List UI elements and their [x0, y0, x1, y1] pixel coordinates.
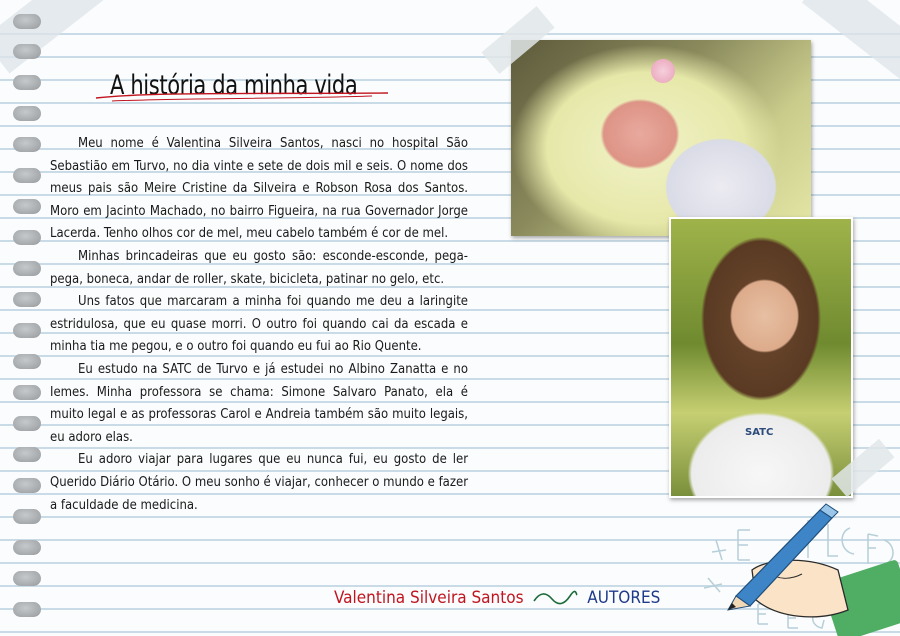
notebook-holes [0, 0, 50, 636]
page-title: A história da minha vida [110, 70, 358, 102]
notebook-hole-icon [13, 106, 41, 121]
author-signature [334, 588, 660, 608]
school-logo: SATC [745, 427, 774, 438]
notebook-hole-icon [13, 292, 41, 307]
notebook-hole-icon [13, 416, 41, 431]
notebook-hole-icon [13, 230, 41, 245]
notebook-hole-icon [13, 137, 41, 152]
wave-divider-icon [532, 590, 578, 606]
notebook-hole-icon [13, 602, 41, 617]
story-paragraph: Meu nome é Valentina Silveira Santos, nasci no hospital São Sebastião em Turvo, no dia vinte e sete de dois mil e seis. O nome dos meus pais são Meire Cristine da Silveira e Robson Rosa dos Santos. Moro em Jacinto Machado, no bairro Figueira, na rua Governador Jorge Lacerda. Tenho olhos cor de mel, meu cabelo também é cor de mel. [50, 136, 468, 242]
story-paragraph: Eu adoro viajar para lugares que eu nunca fui, eu gosto de ler Querido Diário Otário. O meu sonho é viajar, conhecer o mundo e fazer a faculdade de medicina. [50, 452, 468, 513]
title-underline [92, 88, 392, 108]
notebook-hole-icon [13, 509, 41, 524]
pencil-hand-icon [698, 500, 900, 636]
story-paragraph: Eu estudo na SATC de Turvo e já estudei no Albino Zanatta e no Iemes. Minha professora se chama: Simone Salvaro Panato, ela é muito legal e as professoras Carol e Andreia também são muito legais, eu adoro elas. [50, 361, 468, 445]
story-paragraph: Uns fatos que marcaram a minha foi quando me deu a laringite estridulosa, que eu quase morri. O outro foi quando cai da escada e minha tia me pegou, e o outro foi quando eu fui ao Rio Quente. [50, 294, 468, 355]
notebook-hole-icon [13, 540, 41, 555]
notebook-hole-icon [13, 323, 41, 338]
notebook-hole-icon [13, 199, 41, 214]
notebook-hole-icon [13, 571, 41, 586]
notebook-hole-icon [13, 354, 41, 369]
author-name: Valentina Silveira Santos [334, 588, 524, 608]
girl-photo [669, 217, 853, 498]
notebook-hole-icon [13, 44, 41, 59]
baby-photo [511, 40, 811, 236]
notebook-hole-icon [13, 75, 41, 90]
notebook-hole-icon [13, 447, 41, 462]
notebook-hole-icon [13, 14, 41, 29]
notebook-hole-icon [13, 168, 41, 183]
story-text [50, 133, 468, 517]
flower-icon [651, 59, 675, 83]
authors-label: AUTORES [587, 588, 661, 608]
notebook-hole-icon [13, 261, 41, 276]
notebook-hole-icon [13, 385, 41, 400]
notebook-hole-icon [13, 478, 41, 493]
story-paragraph: Minhas brincadeiras que eu gosto são: esconde-esconde, pega-pega, boneca, andar de roller, skate, bicicleta, patinar no gelo, etc. [50, 248, 468, 287]
